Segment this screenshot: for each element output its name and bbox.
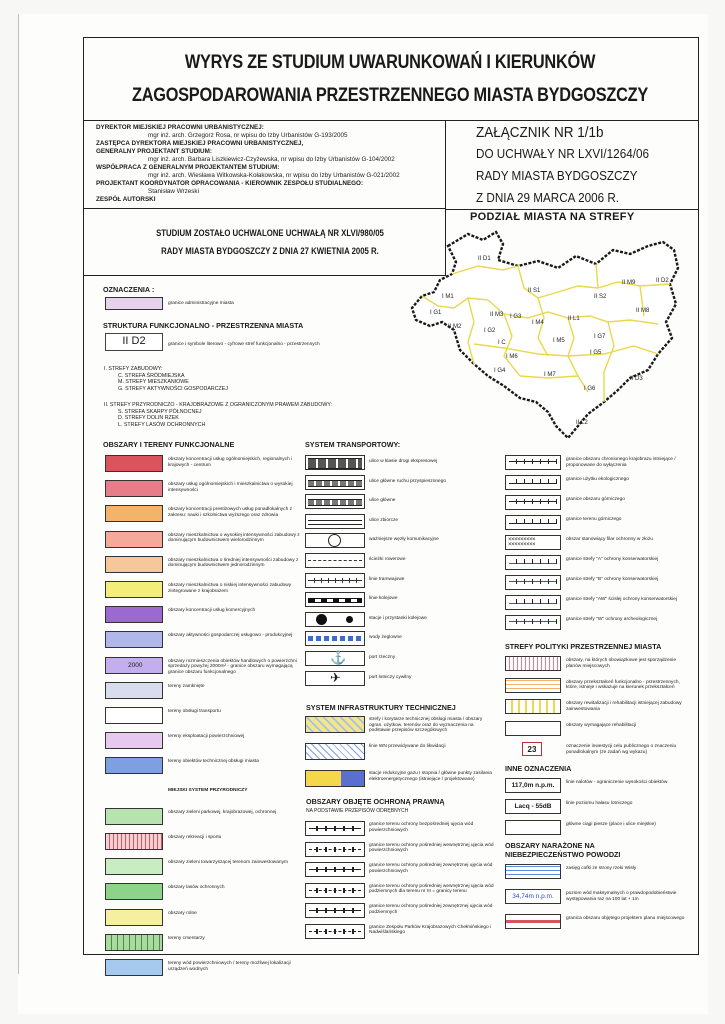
admin-boundary-label: granice administracyjne miasta (168, 301, 234, 306)
functional-swatch (105, 757, 163, 774)
map-zone-label: I M5 (553, 338, 565, 344)
protection-symbol (305, 821, 365, 836)
functional-label: obszary aktywności gospodarczej usługowo - produkcyjnej (168, 633, 293, 639)
credit-line: ZASTĘPCA DYREKTORA MIEJSKIEJ PRACOWNI URBANISTYCZNEJ, (96, 140, 304, 147)
other-symbol: Lacq - 55dB (505, 799, 561, 814)
transport-label: ulice w klasie drogi ekspresowej (369, 459, 438, 464)
conservation-label: obszar stanowiący filar ochronny w złożu (566, 537, 653, 542)
transport-symbol (305, 553, 365, 568)
flood-symbol (505, 864, 561, 879)
policy-label: obszary wymagające rehabilitacji (566, 722, 637, 728)
protection-symbol (305, 924, 365, 939)
transport-label: stacje i przystanki kolejowe (369, 615, 427, 621)
technical-symbol (305, 743, 365, 760)
functional-swatch (105, 657, 163, 674)
functional-label: obszary rozmieszczenia obiektów handlowych o powierzchni sprzedaży powyżej 2000m² - granice obszaru wymagającą granice obszaru funkcjonalnego (168, 658, 297, 675)
transport-symbol (305, 573, 365, 588)
protection-label: granice terenu ochrony pośredniej wewnętrznej ujęcia wód podziemnych dla terenu nr III = granicy terenu (369, 883, 494, 895)
credit-line: mgr inż. arch. Barbara Liszkiewicz-Czyżewska, nr wpisu do Izby Urbanistów G-104/2002 (148, 156, 395, 163)
zone-symbol-sample: II D2 (105, 333, 163, 351)
functional-label: obszary rolne (168, 910, 197, 916)
flood-label: granica obszaru objętego projektem planu miejscowego (566, 916, 685, 921)
transport-label: linie tramwajowe (369, 576, 405, 582)
protection-symbol (305, 842, 365, 857)
map-zone-label: II S2 (594, 294, 607, 300)
transport-heading: SYSTEM TRANSPORTOWY: (305, 440, 401, 449)
transport-symbol (305, 533, 365, 548)
conservation-label: granice strefy "A" ochrony konserwatorskiej (566, 557, 659, 562)
attachment-divider (445, 209, 699, 210)
transport-symbol (305, 612, 365, 627)
technical-label: linie WN przewidywane do likwidacji (369, 744, 446, 749)
protection-label: granice terenu ochrony bezpośredniej ujęcia wód powierzchniowych (369, 822, 474, 833)
functional-label: tereny zamknięte (168, 683, 205, 689)
map-zone-label: I M7 (544, 372, 556, 378)
functional-label: tereny obiektów technicznej obsługi miasta (168, 759, 259, 765)
zone-list-item: C. STREFA ŚRÓDMIEJSKA (118, 372, 185, 379)
transport-symbol (305, 592, 365, 607)
policy-symbol (505, 721, 561, 736)
attachment-council: RADY MIASTA BYDGOSZCZY (476, 168, 638, 183)
protection-label: granice terenu ochrony pośredniej zewnętrznej ujęcia wód powierzchniowych (369, 863, 493, 874)
credits-block (96, 124, 441, 204)
transport-symbol (305, 514, 365, 529)
transport-symbol: ✈ (305, 671, 365, 686)
technical-label: strefy i korytarze technicznej obsługi miasta / obszary ogran. użytkow. terenów oraz do wyznaczenia na podstawie przepisów szczegółowych (369, 717, 483, 734)
credit-line: GENERALNY PROJEKTANT STUDIUM: (96, 148, 212, 155)
functional-label: obszary mieszkalnictwa o wysokiej intensywności zabudowy z dominującym budownictwem wielorodzinnym (168, 532, 300, 544)
map-zone-label: II M9 (622, 280, 636, 286)
swatch-text: 2000 (128, 661, 143, 669)
credit-line: mgr inż. arch. Wiesława Witkowska-Kołakowska, nr wpisu do Izby Urbanistów G-021/2002 (148, 172, 400, 179)
conservation-symbol (505, 495, 561, 510)
other-symbol (505, 820, 561, 835)
conservation-label: granice strefy "AW" ścisłej ochrony konserwatorskiej (566, 597, 677, 602)
map-zone-label: I C (498, 340, 506, 346)
map-zone-label: I G1 (430, 310, 442, 316)
conservation-label: granice strefy "W" ochrony archeologicznej (566, 617, 658, 622)
functional-label: tereny eksploatacji powierzchniowej (168, 734, 245, 740)
document-title-line-1: WYRYS ZE STUDIUM UWARUNKOWAŃ I KIERUNKÓW (184, 52, 596, 73)
protection-label: granice terenu ochrony pośredniej wewnętrznej ujęcia wód powierzchniowych (369, 842, 494, 854)
policy-label: obszary, na których obowiązkowe jest sporządzenie planów miejscowych (566, 658, 677, 669)
credit-line: PROJEKTANT KOORDYNATOR OPRACOWANIA - KIEROWNIK ZESPOŁU STUDIALNEGO: (96, 180, 364, 187)
city-zones-map (408, 226, 683, 446)
functional-swatch (105, 808, 163, 825)
conservation-label: granice strefy "B" ochrony konserwatorskiej (566, 577, 659, 582)
conservation-symbol (505, 575, 561, 590)
map-zone-label: II L2 (576, 420, 588, 426)
policy-label: oznaczenie inwestycji celu publicznego o znaczeniu ponadlokalnym (ze zadań wg wykazu) (566, 744, 677, 755)
functional-label: MIEJSKI SYSTEM PRZYRODNICZY (168, 787, 248, 793)
technical-heading: SYSTEM INFRASTRUKTURY TECHNICZNEJ (306, 703, 456, 712)
technical-label: stacje redukcyjne gazu I stopnia / główne punkty zasilania elektroenergetycznego (istniejące / projektowane) (369, 771, 492, 782)
functional-swatch (105, 606, 163, 623)
resolution-line-1: STUDIUM ZOSTAŁO UCHWALONE UCHWAŁĄ NR XLVI/980/05 (156, 228, 384, 239)
policy-label: obszary przekształceń funkcjonalno - przestrzennych, które, istnieje i wskazuje na kierunek przekształceń (566, 679, 680, 691)
functional-label: obszary zieleni towarzyszącej terenom zainwestowanym (168, 860, 288, 866)
functional-label: tereny obsługi transportu (168, 709, 221, 714)
flood-symbol (505, 914, 561, 929)
conservation-label: granice terenu górniczego (566, 517, 622, 522)
protection-subheading: NA PODSTAWIE PRZEPISÓW ODRĘBNYCH (306, 808, 409, 814)
flood-symbol: 34,74m n.p.m. (505, 889, 561, 904)
admin-boundary-swatch (105, 297, 163, 310)
map-zone-label: I M4 (532, 320, 544, 326)
policy-symbol (505, 656, 561, 671)
technical-symbol (305, 716, 365, 733)
zone-list-item: I. STREFY ZABUDOWY: (104, 366, 163, 372)
functional-label: tereny cmentarzy (168, 935, 205, 941)
functional-swatch (105, 833, 163, 850)
header-divider (83, 120, 699, 121)
flood-label: poziom wód maksymalnych o prawdopodobieństwie występowania raz na 100 lat + 1m (566, 891, 677, 902)
map-zone-label: II D2 (656, 278, 669, 284)
conservation-symbol (505, 555, 561, 570)
flood-label: zasięg cofki ze strony rzeki Wisły (566, 866, 637, 871)
conservation-label: granice obszaru chronionego krajobrazu istniejące / proponowane do wyłączenia (566, 457, 676, 468)
functional-label: obszary zieleni parkowej, krajobrazowej, ochronnej (168, 809, 277, 815)
credit-line: DYREKTOR MIEJSKIEJ PRACOWNI URBANISTYCZNEJ: (96, 124, 264, 131)
functional-swatch (105, 480, 163, 497)
protection-label: granice Zespołu Parków Krajobrazowych Chełmińskiego i Nadwiślańskiego (369, 924, 492, 936)
functional-heading: OBSZARY I TERENY FUNKCJONALNE (103, 440, 235, 449)
map-zone-label: I M6 (506, 354, 518, 360)
transport-label: ścieżki rowerowe (369, 557, 406, 562)
functional-swatch (105, 455, 163, 472)
structure-heading: STRUKTURA FUNKCJONALNO - PRZESTRZENNA MIASTA (103, 321, 304, 330)
transport-symbol (305, 631, 365, 646)
functional-swatch (105, 732, 163, 749)
functional-label: obszary mieszkalnictwa o średniej intensywności zabudowy z dominującym budownictwem jednorodzinnym (168, 557, 299, 569)
natural-zones-list (104, 402, 332, 428)
functional-label: obszary mieszkalnictwa o niskiej intensywności zabudowy zintegrowane z krajobrazem (168, 583, 292, 594)
conservation-symbol (505, 475, 561, 490)
credit-line: WSPÓŁPRACA Z GENERALNYM PROJEKTANTEM STUDIUM: (96, 164, 280, 171)
conservation-symbol: ××××××××× ××××××××× (505, 535, 561, 550)
functional-label: obszary koncentracji usług ogólnomiejskich, regionalnych i krajowych - centrum (168, 457, 293, 468)
conservation-label: granice obszaru górniczego (566, 497, 625, 502)
functional-swatch (105, 909, 163, 926)
transport-label: ulice główne (369, 498, 396, 504)
functional-swatch (105, 556, 163, 573)
other-label: główne ciągi piesze (place i ulice miejskie) (566, 822, 656, 827)
functional-swatch (105, 858, 163, 875)
policy-label: obszary rewitalizacji i rehabilitacji istniejącej zabudowy zainwestowania (566, 701, 682, 712)
resolution-line-2: RADY MIASTA BYDGOSZCZY Z DNIA 27 KWIETNIA 2005 R. (161, 246, 379, 257)
transport-label: ważniejsze węzły komunikacyjne (369, 537, 439, 543)
functional-swatch (105, 631, 163, 648)
other-symbol: 117,0m n.p.m. (505, 778, 561, 793)
map-zone-label: II L1 (568, 316, 580, 322)
conservation-symbol (505, 615, 561, 630)
protection-symbol (305, 883, 365, 898)
functional-swatch (105, 934, 163, 951)
conservation-symbol (505, 515, 561, 530)
map-zone-label: II M3 (490, 312, 504, 318)
functional-label: obszary lasów ochronnych (168, 885, 225, 891)
transport-label: port rzeczny (369, 655, 396, 660)
functional-label: tereny wód powierzchniowych / tereny możliwej lokalizacji urządzeń wodnych (168, 961, 291, 972)
map-zone-label: II M8 (636, 308, 650, 314)
protection-symbol (305, 903, 365, 918)
functional-swatch (105, 505, 163, 522)
functional-swatch (105, 531, 163, 548)
protection-label: granice terenu ochrony pośredniej zewnętrznej ujęcia wód podziemnych (369, 904, 493, 915)
transport-label: ulice główne ruchu przyspieszonego (369, 478, 447, 484)
map-zone-label: I G3 (510, 314, 522, 320)
policy-number: 23 (522, 742, 542, 756)
map-zone-label: I G6 (584, 386, 596, 392)
map-zone-label: I G5 (590, 350, 602, 356)
credit-line: ZESPÓŁ AUTORSKI (96, 196, 156, 203)
functional-label: obszary usług ogólnomiejskich i mieszkalnictwa o wysokiej intensywności (168, 482, 293, 493)
map-zone-label: I G4 (494, 368, 506, 374)
building-zones-list (104, 366, 228, 392)
policy-symbol (505, 678, 561, 693)
functional-label: obszary koncentracji prestiżowych usług ponadlokalnych z zakresu: nauki i szkolnictwa wyższego oraz zdrowia (168, 507, 292, 518)
functional-label: obszary koncentracji usług komercyjnych (168, 608, 256, 614)
attachment-resolution: DO UCHWAŁY NR LXVI/1264/06 (476, 146, 649, 161)
map-zone-label: II M2 (448, 324, 462, 330)
conservation-symbol (505, 595, 561, 610)
map-title: PODZIAŁ MIASTA NA STREFY (470, 211, 635, 223)
map-zone-label: I M1 (442, 294, 454, 300)
map-zone-label: II S1 (528, 288, 541, 294)
other-label: linie poziomu hałasu lotniczego (566, 801, 633, 806)
map-zone-label: I G7 (594, 334, 606, 340)
zone-list-item: D. STREFY DOLIN RZEK (118, 415, 179, 422)
zone-list-item: S. STREFA SKARPY PÓŁNOCNEJ (118, 408, 202, 415)
map-zone-label: I G2 (484, 328, 496, 334)
transport-label: linie kolejowe (369, 596, 398, 602)
document-title-line-2: ZAGOSPODAROWANIA PRZESTRZENNEGO MIASTA BYDGOSZCZY (132, 85, 648, 106)
transport-label: ulice zbiorcze (369, 517, 399, 523)
other-label: linie nalotów - ograniczenie wysokości obiektów (566, 780, 668, 785)
transport-symbol (305, 475, 365, 490)
functional-swatch (105, 682, 163, 699)
zone-list-item: II. STREFY PRZYRODNICZO - KRAJOBRAZOWE Z OGRANICZONYM PRAWEM ZABUDOWY: (104, 402, 333, 408)
policy-heading: STREFY POLITYKI PRZESTRZENNEJ MIASTA (505, 642, 662, 651)
credits-divider (83, 208, 445, 209)
attachment-date: Z DNIA 29 MARCA 2006 R. (476, 190, 620, 205)
binding-edge (18, 14, 19, 974)
legend-heading: OZNACZENIA : (103, 285, 155, 294)
functional-label: obszary rekreacji i sportu (168, 835, 222, 840)
zone-list-item: L. STREFY LASÓW OCHRONNYCH (118, 421, 206, 428)
map-zone-label: II D1 (478, 256, 491, 262)
transport-symbol (305, 494, 365, 509)
protection-heading: OBSZARY OBJĘTE OCHRONĄ PRAWNĄ (306, 797, 445, 806)
flood-heading-1: OBSZARY NARAŻONE NA NIEBEZPIECZEŃSTWO POWODZI (505, 841, 621, 859)
map-zone-label: II D3 (630, 376, 643, 382)
transport-symbol: ⚓ (305, 651, 365, 666)
zone-symbol-label: granice i symbole literowo - cyfrowe stref funkcjonalno - przestrzennych (168, 342, 320, 347)
transport-symbol (305, 455, 365, 470)
functional-swatch (105, 883, 163, 900)
credit-line: Stanisław Wrzeski (148, 188, 199, 195)
policy-symbol (505, 699, 561, 714)
other-heading: INNE OZNACZENIA (505, 764, 572, 773)
zone-list-item: M. STREFY MIESZKANIOWE (118, 379, 189, 386)
conservation-symbol (505, 455, 561, 470)
transport-label: wody żeglowne (369, 635, 402, 641)
conservation-label: granice użytku ekologicznego (566, 477, 629, 482)
protection-symbol (305, 862, 365, 877)
technical-symbol (305, 770, 365, 787)
zone-list-item: G. STREFY AKTYWNOŚCI GOSPODARCZEJ (118, 385, 228, 392)
credit-line: mgr inż. arch. Grzegorz Rosa, nr wpisu do Izby Urbanistów G-193/2005 (148, 132, 348, 139)
attachment-number: ZAŁĄCZNIK NR 1/1b (476, 124, 604, 141)
functional-swatch (105, 707, 163, 724)
functional-swatch (105, 959, 163, 976)
functional-swatch (105, 581, 163, 598)
transport-label: port lotniczy cywilny (369, 674, 412, 680)
resolution-divider (83, 275, 445, 276)
